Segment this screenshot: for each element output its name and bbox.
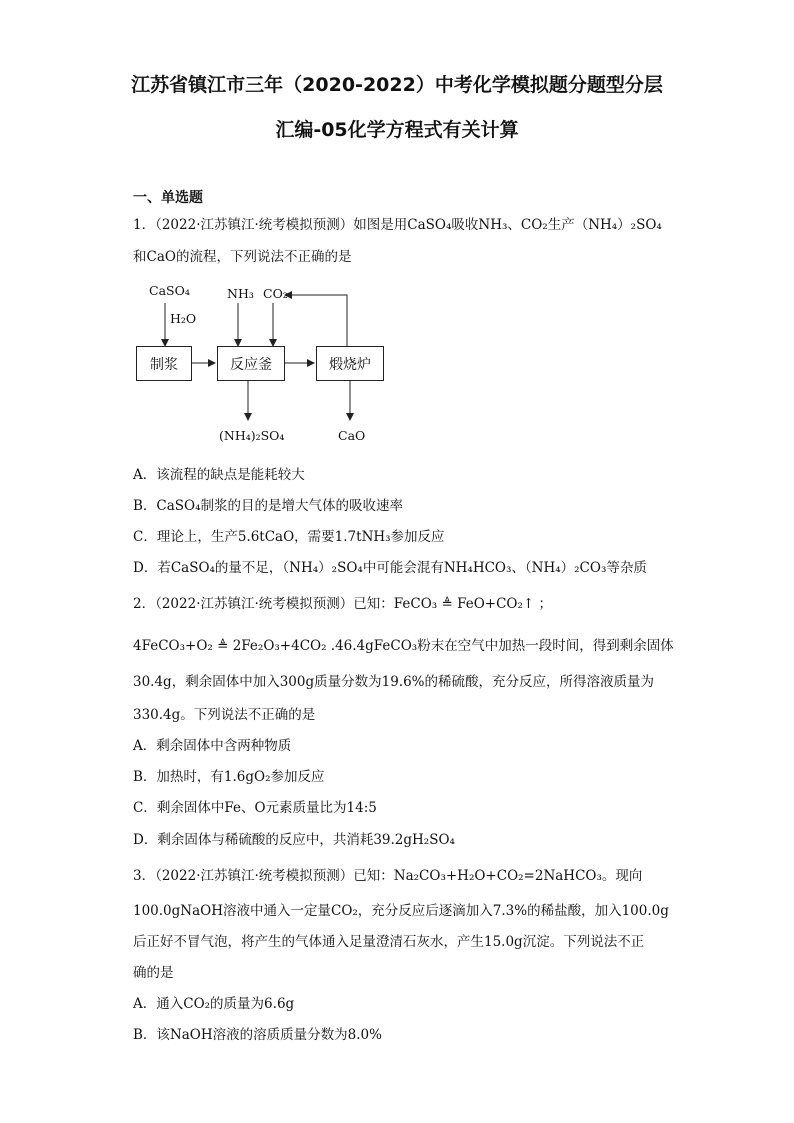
q2-option-b: B．加热时，有1.6gO₂参加反应 [133,769,325,785]
label-h2o: H₂O [170,311,197,326]
q1-flow-diagram [125,280,405,450]
q1-option-b: B．CaSO₄制浆的目的是增大气体的吸收速率 [133,498,404,514]
q3-stem-line4: 确的是 [133,965,174,981]
label-nh3: NH₃ [227,286,254,301]
label-caso4: CaSO₄ [149,283,190,298]
q3-stem-line3: 后正好不冒气泡，将产生的气体通入足量澄清石灰水，产生15.0g沉淀。下列说法不正 [133,934,645,950]
q2-option-c: C．剩余固体中Fe、O元素质量比为14:5 [133,800,377,816]
label-ammonium-sulfate: (NH₄)₂SO₄ [219,428,285,443]
label-co2: CO₂ [263,286,288,301]
box-slurry: 制浆 [136,346,192,381]
document-title-line1: 江苏省镇江市三年（2020-2022）中考化学模拟题分题型分层 [131,74,663,96]
box-furnace: 煅烧炉 [316,346,384,381]
q2-stem-line3: 30.4g，剩余固体中加入300g质量分数为19.6%的稀硫酸，充分反应，所得溶液质量为 [133,674,654,690]
q1-stem-line2: 和CaO的流程，下列说法不正确的是 [133,249,352,265]
q2-stem-line4: 330.4g。下列说法不正确的是 [133,707,316,723]
q2-option-d: D．剩余固体与稀硫酸的反应中，共消耗39.2gH₂SO₄ [133,832,455,848]
q3-option-b: B．该NaOH溶液的溶质质量分数为8.0% [133,1027,382,1043]
q3-option-a: A．通入CO₂的质量为6.6g [133,996,295,1012]
q1-stem-line1: 1．（2022·江苏镇江·统考模拟预测）如图是用CaSO₄吸收NH₃、CO₂生产（NH₄）₂SO₄ [133,217,662,233]
section-heading: 一、单选题 [133,190,203,206]
q1-option-a: A．该流程的缺点是能耗较大 [133,467,305,483]
q2-stem-line2: 4FeCO₃+O₂ ≜ 2Fe₂O₃+4CO₂ .46.4gFeCO₃粉末在空气中加热一段时间，得到剩余固体 [133,638,674,654]
q3-stem-line1: 3．（2022·江苏镇江·统考模拟预测）已知：Na₂CO₃+H₂O+CO₂=2NaHCO₃。现向 [133,868,643,884]
label-cao: CaO [338,428,366,443]
q2-option-a: A．剩余固体中含两种物质 [133,738,292,754]
q1-option-d: D．若CaSO₄的量不足，（NH₄）₂SO₄中可能会混有NH₄HCO₃、（NH₄）₂CO₃等杂质 [133,560,647,576]
box-reactor: 反应釜 [217,346,285,381]
q3-stem-line2: 100.0gNaOH溶液中通入一定量CO₂，充分反应后逐滴加入7.3%的稀盐酸，加入100.0g [133,903,669,919]
document-title-line2: 汇编-05化学方程式有关计算 [275,119,519,141]
q2-stem-line1: 2．（2022·江苏镇江·统考模拟预测）已知：FeCO₃ ≜ FeO+CO₂↑ ； [133,596,553,612]
q1-option-c: C．理论上，生产5.6tCaO，需要1.7tNH₃参加反应 [133,529,445,545]
arrow-recycle-co2 [285,295,347,346]
